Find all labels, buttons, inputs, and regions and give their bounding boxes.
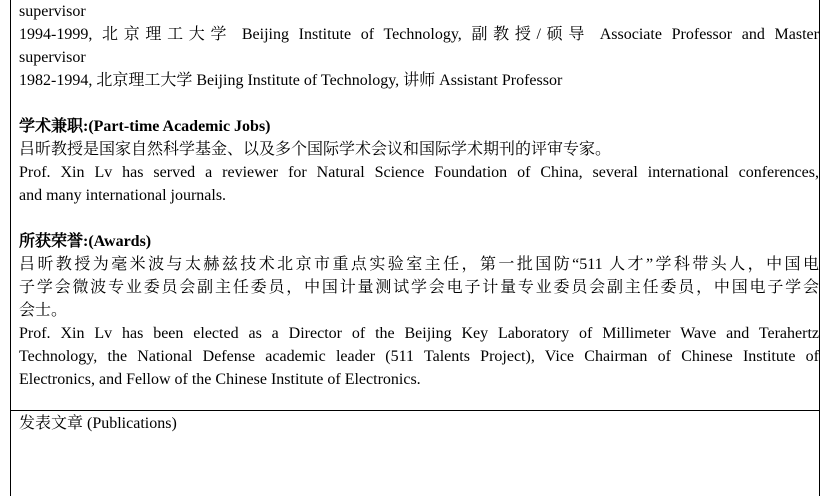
- publications-heading: 发表文章 (Publications): [19, 415, 177, 432]
- career-entry-1994: 1994-1999, 北京理工大学 Beijing Institute of Technology, 副教授/硕导 Associate Professor and Master: [19, 26, 819, 43]
- parttime-heading: 学术兼职:(Part-time Academic Jobs): [19, 118, 271, 135]
- parttime-en-line1: Prof. Xin Lv has served a reviewer for Natural Science Foundation of China, several international conferences,: [19, 164, 819, 181]
- awards-en-line1: Prof. Xin Lv has been elected as a Director of the Beijing Key Laboratory of Millimeter Wave and Terahertz: [19, 325, 819, 342]
- awards-zh-line3: 会士。: [19, 302, 68, 319]
- awards-en-line2: Technology, the National Defense academic leader (511 Talents Project), Vice Chairman of Chinese Institute of: [19, 348, 819, 365]
- awards-zh-line1: 吕昕教授为毫米波与太赫兹技术北京市重点实验室主任，第一批国防“511 人才”学科带头人，中国电: [19, 256, 819, 273]
- section-divider: [10, 410, 820, 411]
- parttime-en-line2: and many international journals.: [19, 187, 227, 204]
- parttime-zh: 吕昕教授是国家自然科学基金、以及多个国际学术会议和国际学术期刊的评审专家。: [19, 141, 612, 158]
- spacer: [19, 92, 819, 115]
- career-line-top: supervisor: [19, 3, 86, 20]
- awards-zh-line2: 子学会微波专业委员会副主任委员，中国计量测试学会电子计量专业委员会副主任委员，中国电子学会: [19, 279, 819, 296]
- awards-en-line3: Electronics, and Fellow of the Chinese Institute of Electronics.: [19, 371, 421, 388]
- awards-heading: 所获荣誉:(Awards): [19, 233, 152, 250]
- career-entry-1994-cont: supervisor: [19, 49, 86, 66]
- spacer: [19, 207, 819, 230]
- bio-content: [19, 0, 819, 391]
- career-entry-1982: 1982-1994, 北京理工大学 Beijing Institute of Technology, 讲师 Assistant Professor: [19, 72, 563, 89]
